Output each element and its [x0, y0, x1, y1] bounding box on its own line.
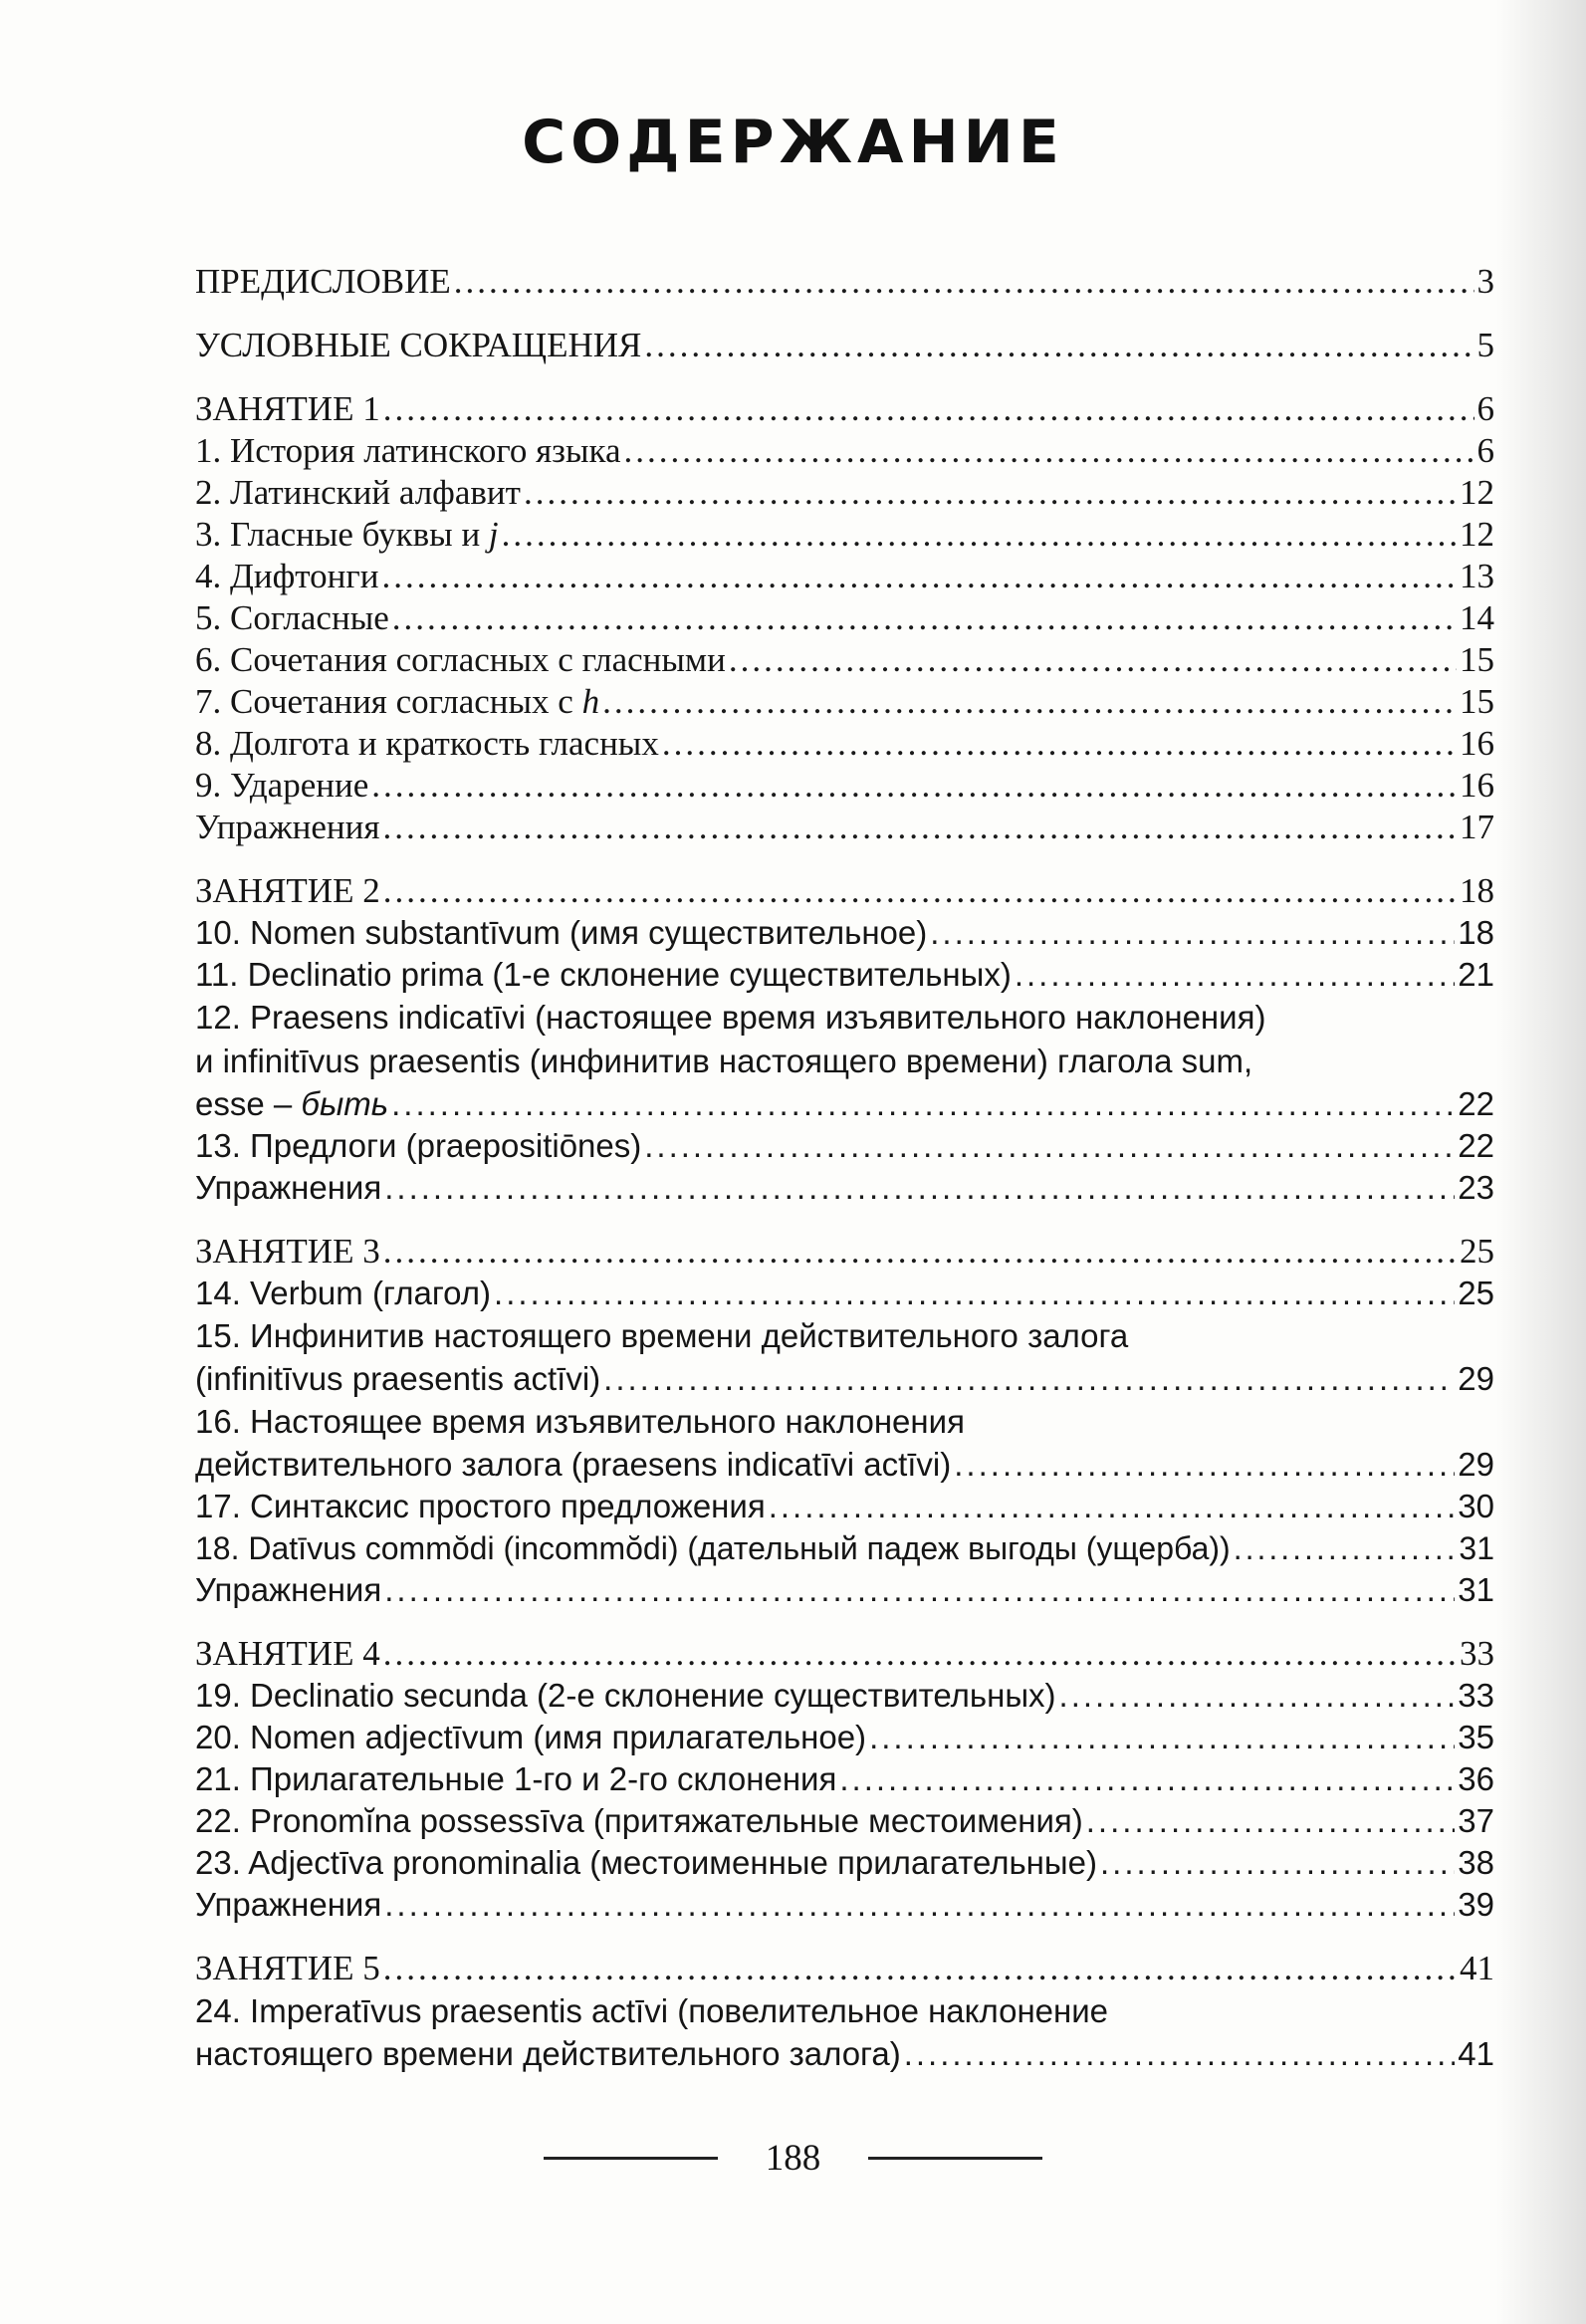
toc-entry-text: 6. Сочетания согласных с гласными [195, 640, 726, 679]
toc-entry-text: 4. Дифтонги [195, 557, 379, 595]
toc-entry [195, 1884, 1494, 1926]
dot-leader [383, 1231, 1457, 1273]
dot-leader [383, 1948, 1457, 1989]
toc-entry [195, 912, 1494, 954]
dot-leader [644, 325, 1473, 366]
toc-lesson-heading [195, 1948, 1494, 1989]
dot-leader [769, 1486, 1456, 1527]
toc-entry [195, 430, 1494, 472]
toc-page-number: 41 [1460, 1949, 1494, 1987]
toc-entry-text: 21. Прилагательные 1-го и 2-го склонения [195, 1760, 837, 1797]
toc-page-number: 18 [1460, 871, 1494, 910]
toc-entry-text: и infinitīvus praesentis (инфинитив настоящего времени) глагола sum, [195, 1043, 1253, 1079]
toc-page-number: 30 [1458, 1488, 1494, 1524]
toc-entry-text: ЗАНЯТИЕ 3 [195, 1232, 380, 1271]
dot-leader [384, 1569, 1455, 1611]
toc-entry-text: 1. История латинского языка [195, 431, 621, 470]
toc-entry [195, 325, 1494, 366]
toc-entry-text: (infinitīvus praesentis actīvi) [195, 1360, 601, 1397]
toc-entry [195, 1083, 1494, 1125]
toc-entry-text: действительного залога (praesens indicatīvi actīvi) [195, 1446, 952, 1483]
toc-lesson-heading [195, 388, 1494, 430]
toc-page-number: 25 [1460, 1232, 1494, 1271]
toc-page-number: 18 [1458, 914, 1494, 951]
toc-entry [195, 1486, 1494, 1527]
toc-page-number: 12 [1460, 473, 1494, 512]
dot-leader [383, 870, 1457, 912]
toc-page-number: 25 [1458, 1275, 1494, 1311]
toc-page-number: 38 [1458, 1844, 1494, 1881]
toc-entry [195, 1569, 1494, 1611]
toc-entry-text: Упражнения [195, 1886, 382, 1923]
toc-entry-text: 23. Adjectīva pronominalia (местоименные прилагательные) [195, 1844, 1097, 1881]
dot-leader [1015, 954, 1455, 996]
toc-entry [195, 1717, 1494, 1758]
toc-entry-text: 10. Nomen substantīvum (имя существительное) [195, 914, 928, 951]
toc-entry-italic: быть [301, 1085, 389, 1122]
dot-leader [644, 1125, 1455, 1167]
toc-entry-text: ЗАНЯТИЕ 1 [195, 389, 380, 428]
toc-page-number: 15 [1460, 682, 1494, 721]
dot-leader [383, 1633, 1457, 1675]
toc-page-number: 16 [1460, 766, 1494, 805]
toc-page-number: 6 [1476, 431, 1494, 470]
toc-entry [195, 807, 1494, 848]
footer-rule-right [868, 2157, 1042, 2160]
toc-entry [195, 765, 1494, 807]
page-title: СОДЕРЖАНИЕ [522, 108, 1064, 177]
dot-leader [1100, 1842, 1455, 1884]
toc-entry-text: настоящего времени действительного залога) [195, 2035, 901, 2072]
toc-entry [195, 597, 1494, 639]
toc-entry [195, 1842, 1494, 1884]
dot-leader [869, 1717, 1455, 1758]
toc-entry [195, 639, 1494, 681]
dot-leader [603, 1358, 1455, 1400]
dot-leader [494, 1273, 1455, 1314]
toc-page-number: 13 [1460, 557, 1494, 595]
toc-entry [195, 1167, 1494, 1209]
toc-page-number: 6 [1476, 389, 1494, 428]
toc-entry-text: ЗАНЯТИЕ 4 [195, 1634, 380, 1673]
toc-page-number: 14 [1460, 598, 1494, 637]
toc-entry-text: 8. Долгота и краткость гласных [195, 724, 659, 763]
dot-leader [383, 388, 1474, 430]
toc-entry [195, 1527, 1494, 1569]
toc-page-number: 15 [1460, 640, 1494, 679]
toc-page-number: 37 [1458, 1802, 1494, 1839]
toc-entry-text: 3. Гласные буквы и [195, 515, 489, 554]
toc-page-number: 16 [1460, 724, 1494, 763]
dot-leader [930, 912, 1455, 954]
dot-leader [502, 514, 1457, 556]
dot-leader [524, 472, 1457, 514]
toc-entry [195, 681, 1494, 723]
dot-leader [381, 556, 1457, 597]
toc-entry [195, 261, 1494, 303]
dot-leader [1086, 1800, 1456, 1842]
toc-entry-text: ПРЕДИСЛОВИЕ [195, 262, 451, 301]
toc-lesson-heading [195, 870, 1494, 912]
dot-leader [662, 723, 1457, 765]
toc-entry-line [195, 996, 1494, 1040]
toc-entry-text: 17. Синтаксис простого предложения [195, 1488, 766, 1524]
dot-leader [384, 1167, 1455, 1209]
dot-leader [954, 1444, 1455, 1486]
toc-entry-line [195, 1040, 1494, 1083]
toc-entry-line [195, 1314, 1494, 1358]
toc-entry [195, 1758, 1494, 1800]
toc-entry-text: УСЛОВНЫЕ СОКРАЩЕНИЯ [195, 326, 642, 364]
toc-entry-text: 2. Латинский алфавит [195, 473, 521, 512]
toc-entry-text: 7. Сочетания согласных с [195, 682, 582, 721]
toc-page-number: 29 [1458, 1446, 1494, 1483]
toc-page-number: 17 [1460, 808, 1494, 846]
toc-page-number: 33 [1460, 1634, 1494, 1673]
table-of-contents [195, 261, 1494, 2075]
toc-entry [195, 1800, 1494, 1842]
dot-leader [382, 807, 1457, 848]
toc-page-number: 39 [1458, 1886, 1494, 1923]
toc-entry [195, 556, 1494, 597]
dot-leader [391, 1083, 1455, 1125]
toc-entry-text: 12. Praesens indicatīvi (настоящее время изъявительного наклонения) [195, 999, 1266, 1036]
page-number: 188 [765, 2138, 821, 2179]
toc-entry-text: 11. Declinatio prima (1-е склонение существительных) [195, 956, 1012, 993]
toc-entry-text: 18. Datīvus commŏdi (incommŏdi) (дательный падеж выгоды (ущерба)) [195, 1530, 1231, 1566]
toc-entry [195, 1273, 1494, 1314]
toc-entry-text: 22. Pronomĭna possessīva (притяжательные местоимения) [195, 1802, 1083, 1839]
toc-page-number: 22 [1458, 1085, 1494, 1122]
toc-entry-text: 24. Imperatīvus praesentis actīvi (повелительное наклонение [195, 1992, 1109, 2029]
dot-leader [454, 261, 1474, 303]
toc-entry [195, 1675, 1494, 1717]
toc-page-number: 29 [1458, 1360, 1494, 1397]
dot-leader [392, 597, 1457, 639]
dot-leader [1234, 1527, 1457, 1569]
dot-leader [729, 639, 1457, 681]
toc-entry-text: Упражнения [195, 808, 380, 846]
toc-page-number: 12 [1460, 515, 1494, 554]
toc-page-number: 31 [1458, 1571, 1494, 1608]
toc-entry-text: 15. Инфинитив настоящего времени действительного залога [195, 1317, 1129, 1354]
toc-entry [195, 954, 1494, 996]
toc-entry-text: Упражнения [195, 1571, 382, 1608]
toc-page-number: 22 [1458, 1127, 1494, 1164]
toc-entry-text: ЗАНЯТИЕ 5 [195, 1949, 380, 1987]
toc-entry-text: 20. Nomen adjectīvum (имя прилагательное) [195, 1719, 867, 1755]
toc-entry-text: 5. Согласные [195, 598, 389, 637]
toc-page-number: 23 [1458, 1169, 1494, 1206]
page-footer [0, 2137, 1586, 2180]
toc-entry-text: Упражнения [195, 1169, 382, 1206]
toc-entry-text: 16. Настоящее время изъявительного наклонения [195, 1403, 965, 1440]
toc-entry-text: 9. Ударение [195, 766, 369, 805]
dot-leader [384, 1884, 1455, 1926]
toc-entry-line [195, 1989, 1494, 2033]
toc-entry-text: 19. Declinatio secunda (2-е склонение существительных) [195, 1677, 1056, 1714]
toc-entry [195, 514, 1494, 556]
toc-entry [195, 2033, 1494, 2075]
toc-page-number: 33 [1458, 1677, 1494, 1714]
toc-entry [195, 1358, 1494, 1400]
toc-entry-text: esse – [195, 1085, 302, 1122]
toc-page-number: 5 [1476, 326, 1494, 364]
toc-page-number: 41 [1458, 2035, 1494, 2072]
footer-rule-left [544, 2157, 718, 2160]
toc-page-number: 31 [1459, 1530, 1494, 1566]
dot-leader [624, 430, 1474, 472]
toc-page-number: 3 [1476, 262, 1494, 301]
page-edge-shadow [1496, 0, 1586, 2324]
toc-entry [195, 1125, 1494, 1167]
toc-entry [195, 472, 1494, 514]
dot-leader [602, 681, 1457, 723]
toc-entry [195, 1444, 1494, 1486]
dot-leader [904, 2033, 1456, 2075]
dot-leader [1059, 1675, 1456, 1717]
toc-entry-italic: h [581, 682, 600, 721]
toc-page-number: 21 [1458, 956, 1494, 993]
toc-entry-line [195, 1400, 1494, 1444]
dot-leader [839, 1758, 1455, 1800]
toc-page-number: 35 [1458, 1719, 1494, 1755]
toc-entry-text: ЗАНЯТИЕ 2 [195, 871, 380, 910]
toc-lesson-heading [195, 1231, 1494, 1273]
toc-entry-text: 13. Предлоги (praepositiōnes) [195, 1127, 642, 1164]
toc-entry-text: 14. Verbum (глагол) [195, 1275, 492, 1311]
toc-page-number: 36 [1458, 1760, 1494, 1797]
toc-entry [195, 723, 1494, 765]
dot-leader [371, 765, 1457, 807]
toc-lesson-heading [195, 1633, 1494, 1675]
toc-entry-italic: j [488, 515, 499, 554]
